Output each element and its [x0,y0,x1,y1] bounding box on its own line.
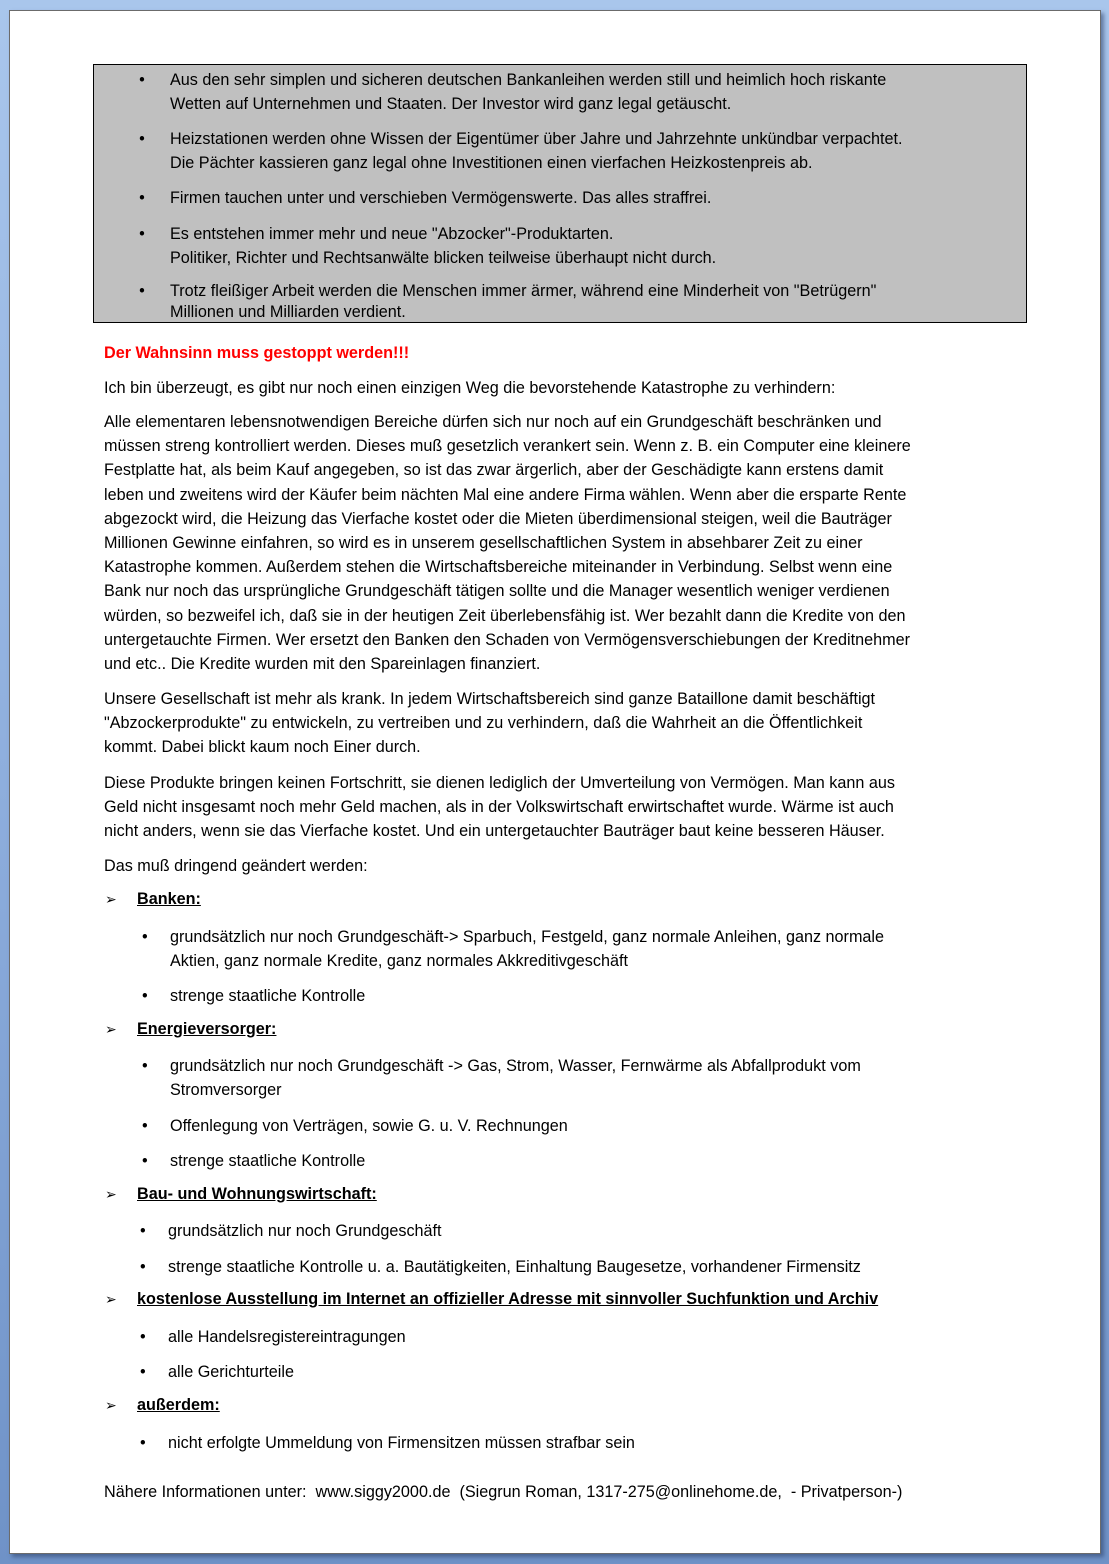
bullet-icon: • [139,282,145,300]
paragraph-society: Unsere Gesellschaft ist mehr als krank. In jedem Wirtschaftsbereich sind ganze Bataillone damit beschäftigt "Abzockerprodukte" zu entwickeln, zu vertreiben und zu verhindern, daß die Wahrheit an die Öffentlichkeit kommt. Dabei blickt kaum noch Einer durch. [104,690,876,757]
highlight-line: Wetten auf Unternehmen und Staaten. Der Investor wird ganz legal getäuscht. [170,95,732,113]
paragraph-main: Alle elementaren lebensnotwendigen Bereiche dürfen sich nur noch auf ein Grundgeschäft beschränken und müssen streng kontrolliert werden. Dieses muß gesetzlich verankert sein. Wenn z. B. ein Computer eine kleinere Festplatte hat, als beim Kauf angegeben, so ist das zwar ärgerlich, aber der Geschädigte kann erstens damit leben und zweitens wird der Käufer beim nächten Mal eine andere Firma wählen. Wenn aber die ersparte Rente abgezockt wird, die Heizung das Vierfache kostet oder die Mieten überdimensional steigen, weil die Bauträger Millionen Gewinne einfahren, so wird es in unserem gesellschaftlichen System in absehbarer Zeit zu einer Katastrophe kommen. Außerdem stehen die Wirtschaftsbereiche miteinander in Verbindung. Selbst wenn eine Bank nur noch das ursprüngliche Grundgeschäft tätigen sollte und die Manager wesentlich weniger verdienen würden, so bezweifel ich, daß sie in der heutigen Zeit überlebensfähig ist. Wer bezahlt dann die Kredite von den untergetauchte Firmen. Wer ersetzt den Banken den Schaden von Vermögensverschiebungen der Kreditnehmer und etc.. Die Kredite wurden mit den Spareinlagen finanziert. [104,413,911,674]
list-item: • strenge staatliche Kontrolle u. a. Bautätigkeiten, Einhaltung Baugesetze, vorhandener Firmensitz [140,1255,158,1352]
list-item: • alle Handelsregistereintragungen [140,1325,158,1422]
headline: Der Wahnsinn muss gestoppt werden!!! [104,344,410,362]
bullet-icon: • [142,987,148,1005]
bullet-icon: • [142,928,148,946]
section-heading-ausserdem: außerdem: [137,1396,220,1414]
bullet-icon: • [140,1222,146,1240]
bullet-icon: • [142,1117,148,1135]
arrow-bullet-icon: ➢ [105,1291,117,1307]
document-page [9,10,1101,1554]
bullet-icon: • [139,71,145,89]
highlight-line: Aus den sehr simplen und sicheren deutschen Bankanleihen werden still und heimlich hoch riskante [170,71,887,89]
paragraph-intro: Ich bin überzeugt, es gibt nur noch einen einzigen Weg die bevorstehende Katastrophe zu verhindern: [104,379,836,397]
section-heading-internet: kostenlose Ausstellung im Internet an offizieller Adresse mit sinnvoller Suchfunktion und Archiv [137,1290,879,1308]
paragraph-products: Diese Produkte bringen keinen Fortschritt, sie dienen lediglich der Umverteilung von Vermögen. Man kann aus Geld nicht insgesamt noch mehr Geld machen, als in der Volkswirtschaft erwirtschaftet wurde. Wärme ist auch nicht anders, wenn sie das Vierfache kostet. Und ein untergetauchter Bauträger baut keine besseren Häuser. [104,774,895,841]
bullet-icon: • [140,1328,146,1346]
highlight-line: Es entstehen immer mehr und neue "Abzocker"-Produktarten. [170,225,614,243]
section-heading-energie: Energieversorger: [137,1020,277,1038]
highlight-line: Heizstationen werden ohne Wissen der Eigentümer über Jahre und Jahrzehnte unkündbar verpachtet. [170,130,903,148]
bullet-icon: • [139,130,145,148]
contact-info: (Siegrun Roman, 1317-275@onlinehome.de, - Privatperson-) [459,1483,903,1501]
list-item: • strenge staatliche Kontrolle [142,984,160,1081]
bullet-icon: • [140,1363,146,1381]
highlight-line: Trotz fleißiger Arbeit werden die Menschen immer ärmer, während eine Minderheit von "Betrügern" [170,282,877,300]
website-link[interactable]: www.siggy2000.de [315,1483,451,1501]
paragraph-change: Das muß dringend geändert werden: [104,857,368,875]
section-heading-bau: Bau- und Wohnungswirtschaft: [137,1185,377,1203]
list-item: • grundsätzlich nur noch Grundgeschäft -> Gas, Strom, Wasser, Fernwärme als Abfallprodukt vom Stromversorger [142,1054,160,1151]
footer-info [104,1480,902,1504]
bullet-icon: • [139,225,145,243]
footer-label: Nähere Informationen unter: [104,1483,307,1501]
highlight-line: Millionen und Milliarden verdient. [170,303,406,321]
list-item: • grundsätzlich nur noch Grundgeschäft-> Sparbuch, Festgeld, ganz normale Anleihen, ganz normale Aktien, ganz normale Kredite, ganz normales Akkreditivgeschäft [142,925,160,1022]
list-item: • nicht erfolgte Ummeldung von Firmensitzen müssen strafbar sein [140,1431,158,1528]
arrow-bullet-icon: ➢ [105,1397,117,1413]
bullet-icon: • [139,189,145,207]
bullet-icon: • [140,1434,146,1452]
highlight-box [93,64,1027,323]
bullet-icon: • [140,1258,146,1276]
highlight-line: Die Pächter kassieren ganz legal ohne Investitionen einen vierfachen Heizkostenpreis ab. [170,154,813,172]
arrow-bullet-icon: ➢ [105,1186,117,1202]
highlight-line: Firmen tauchen unter und verschieben Vermögenswerte. Das alles straffrei. [170,189,712,207]
list-item: • Offenlegung von Verträgen, sowie G. u. V. Rechnungen [142,1114,160,1211]
bullet-icon: • [142,1057,148,1075]
arrow-bullet-icon: ➢ [105,1021,117,1037]
list-item: • grundsätzlich nur noch Grundgeschäft [140,1219,158,1316]
list-item: • alle Gerichturteile [140,1360,158,1457]
section-heading-banken: Banken: [137,890,201,908]
arrow-bullet-icon: ➢ [105,891,117,907]
list-item: • strenge staatliche Kontrolle [142,1149,160,1246]
highlight-line: Politiker, Richter und Rechtsanwälte blicken teilweise überhaupt nicht durch. [170,249,717,267]
bullet-icon: • [142,1152,148,1170]
